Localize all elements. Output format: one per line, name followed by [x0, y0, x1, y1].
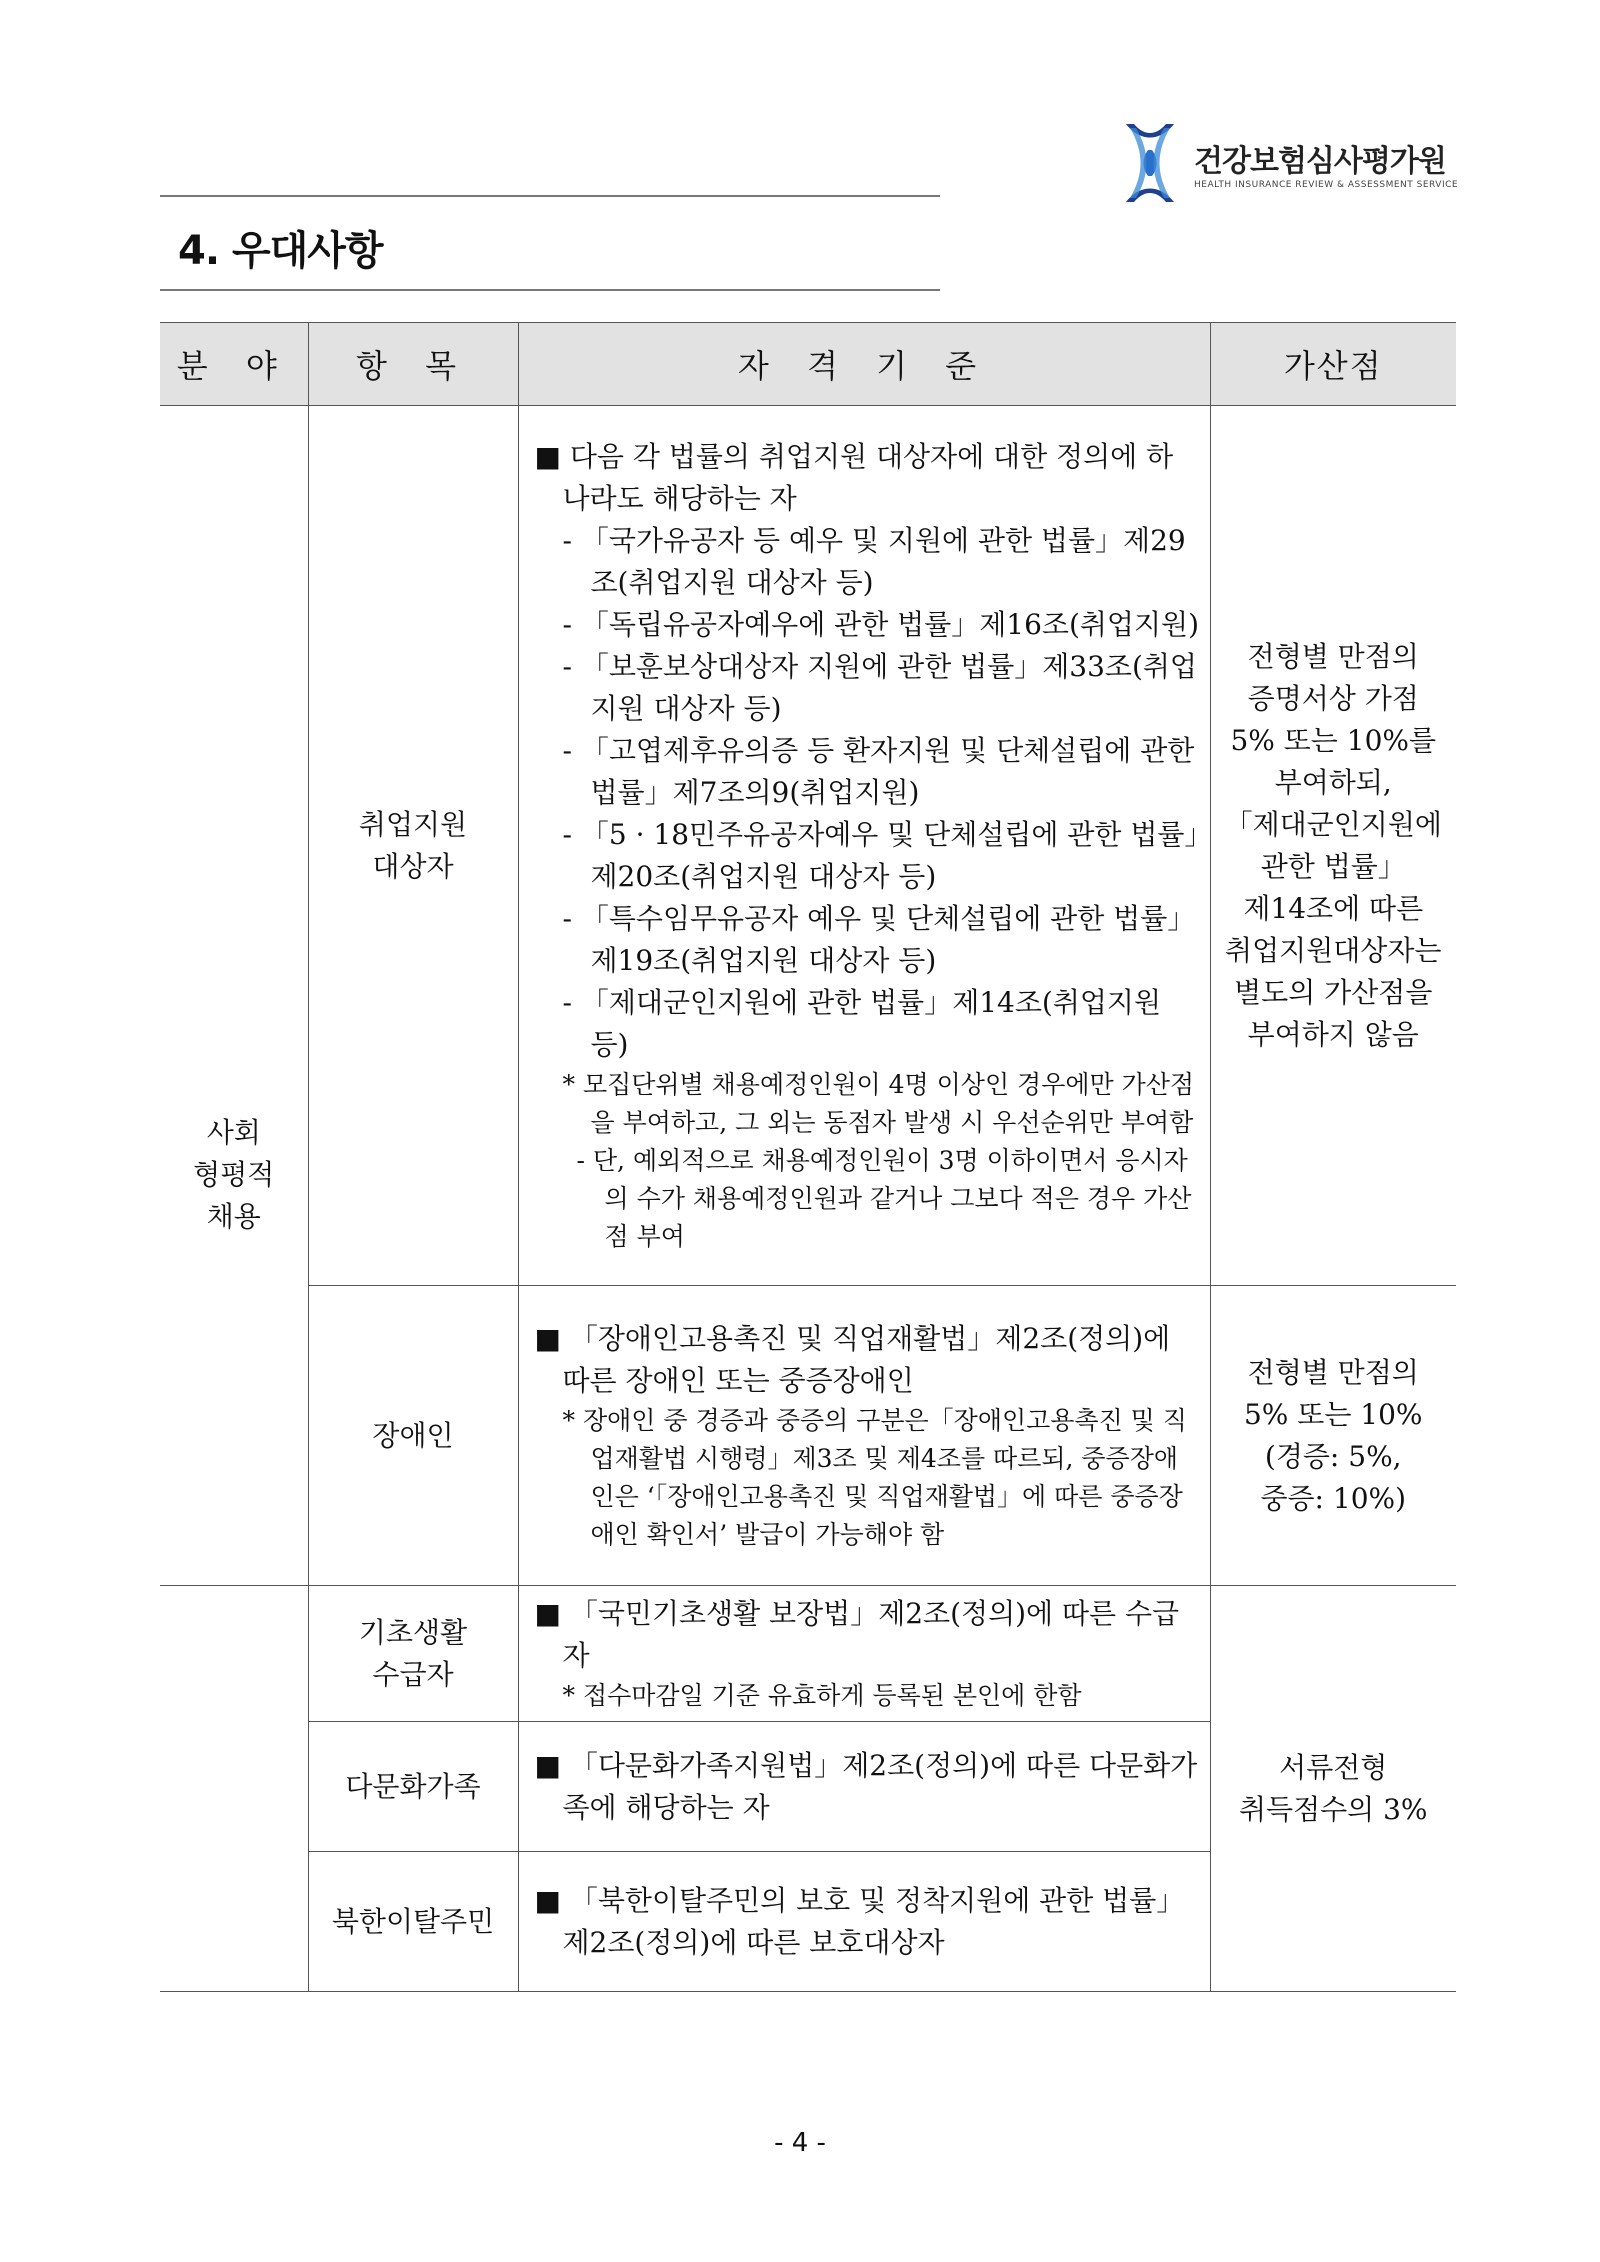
preference-table	[160, 322, 1456, 1992]
criteria-line: ■ 다음 각 법률의 취업지원 대상자에 대한 정의에 하나라도 해당하는 자	[534, 439, 1174, 515]
header-field: 분 야	[160, 323, 308, 406]
criteria-line: ■ 「북한이탈주민의 보호 및 정착지원에 관한 법률」제2조(정의)에 따른 보호대상자	[534, 1883, 1185, 1959]
criteria-note: - 단, 예외적으로 채용예정인원이 3명 이하이면서 응시자의 수가 채용예정인원과 같거나 그보다 적은 경우 가산점 부여	[576, 1145, 1192, 1251]
criteria-cell	[518, 406, 1210, 1286]
points-line: 취득점수의 3%	[1238, 1792, 1428, 1826]
points-line: 증명서상 가점	[1247, 681, 1419, 715]
table-row	[160, 1286, 1456, 1586]
table-row	[160, 1586, 1456, 1722]
points-line: (경증: 5%,	[1264, 1439, 1402, 1473]
section-header	[160, 195, 940, 291]
header-points: 가산점	[1210, 323, 1456, 406]
criteria-cell	[518, 1852, 1210, 1992]
criteria-note: * 접수마감일 기준 유효하게 등록된 본인에 한함	[562, 1680, 1082, 1710]
criteria-line: - 「5 · 18민주유공자예우 및 단체설립에 관한 법률」제20조(취업지원 대상자 등)	[562, 817, 1199, 893]
item-cell: 취업지원 대상자	[308, 406, 518, 1286]
points-line: 취업지원대상자는	[1225, 933, 1442, 967]
points-line: 전형별 만점의	[1247, 1355, 1419, 1389]
item-cell: 다문화가족	[308, 1722, 518, 1852]
points-line: 부여하되,	[1274, 765, 1392, 799]
criteria-line: - 「제대군인지원에 관한 법률」제14조(취업지원 등)	[562, 985, 1162, 1061]
page-number: - 4 -	[774, 2128, 826, 2158]
criteria-cell	[518, 1286, 1210, 1586]
table-header-row	[160, 323, 1456, 406]
organization-logo	[1118, 122, 1458, 212]
logo-name-korean: 건강보험심사평가원	[1194, 144, 1446, 179]
criteria-cell	[518, 1586, 1210, 1722]
points-line: 부여하지 않음	[1247, 1017, 1419, 1051]
points-line: 서류전형	[1279, 1750, 1388, 1784]
criteria-line: - 「국가유공자 등 예우 및 지원에 관한 법률」제29조(취업지원 대상자 등)	[562, 523, 1186, 599]
points-cell	[1210, 406, 1456, 1286]
points-line: 관한 법률」	[1260, 849, 1406, 883]
header-item: 항 목	[308, 323, 518, 406]
category-cell: 사회 형평적 채용	[160, 406, 308, 1586]
criteria-note: * 모집단위별 채용예정인원이 4명 이상인 경우에만 가산점을 부여하고, 그 외는 동점자 발생 시 우선순위만 부여함	[562, 1069, 1195, 1137]
points-cell	[1210, 1286, 1456, 1586]
section-title: 4. 우대사항	[178, 228, 383, 274]
points-line: 중증: 10%)	[1260, 1481, 1407, 1515]
points-line: 전형별 만점의	[1247, 639, 1419, 673]
criteria-line: - 「독립유공자예우에 관한 법률」제16조(취업지원)	[562, 607, 1200, 641]
category-empty-cell	[160, 1586, 308, 1992]
criteria-line: ■ 「장애인고용촉진 및 직업재활법」제2조(정의)에 따른 장애인 또는 중증장애인	[534, 1321, 1171, 1397]
item-cell: 장애인	[308, 1286, 518, 1586]
logo-name-english: HEALTH INSURANCE REVIEW & ASSESSMENT SERVICE	[1194, 180, 1459, 190]
criteria-line: - 「보훈보상대상자 지원에 관한 법률」제33조(취업지원 대상자 등)	[562, 649, 1197, 725]
points-line: 제14조에 따른	[1243, 891, 1424, 925]
criteria-line: ■ 「국민기초생활 보장법」제2조(정의)에 따른 수급자	[534, 1596, 1180, 1672]
criteria-line: - 「고엽제후유의증 등 환자지원 및 단체설립에 관한 법률」제7조의9(취업지원)	[562, 733, 1195, 809]
item-cell: 북한이탈주민	[308, 1852, 518, 1992]
shared-points-cell	[1210, 1586, 1456, 1992]
points-line: 5% 또는 10%를	[1230, 723, 1437, 757]
criteria-note: * 장애인 중 경증과 중증의 구분은「장애인고용촉진 및 직업재활법 시행령」제3조 및 제4조를 따르되, 중증장애인은 ‘「장애인고용촉진 및 직업재활법」에 따른 중증장애인 확인서’ 발급이 가능해야 함	[562, 1405, 1187, 1549]
points-line: 5% 또는 10%	[1243, 1397, 1423, 1431]
header-criteria: 자 격 기 준	[518, 323, 1210, 406]
logo-mark-icon	[1118, 122, 1182, 204]
criteria-line: - 「특수임무유공자 예우 및 단체설립에 관한 법률」제19조(취업지원 대상자 등)	[562, 901, 1196, 977]
points-line: 「제대군인지원에	[1224, 807, 1442, 841]
criteria-line: ■ 「다문화가족지원법」제2조(정의)에 따른 다문화가족에 해당하는 자	[534, 1748, 1198, 1824]
table-row	[160, 406, 1456, 1286]
item-cell: 기초생활 수급자	[308, 1586, 518, 1722]
points-line: 별도의 가산점을	[1234, 975, 1433, 1009]
criteria-cell	[518, 1722, 1210, 1852]
